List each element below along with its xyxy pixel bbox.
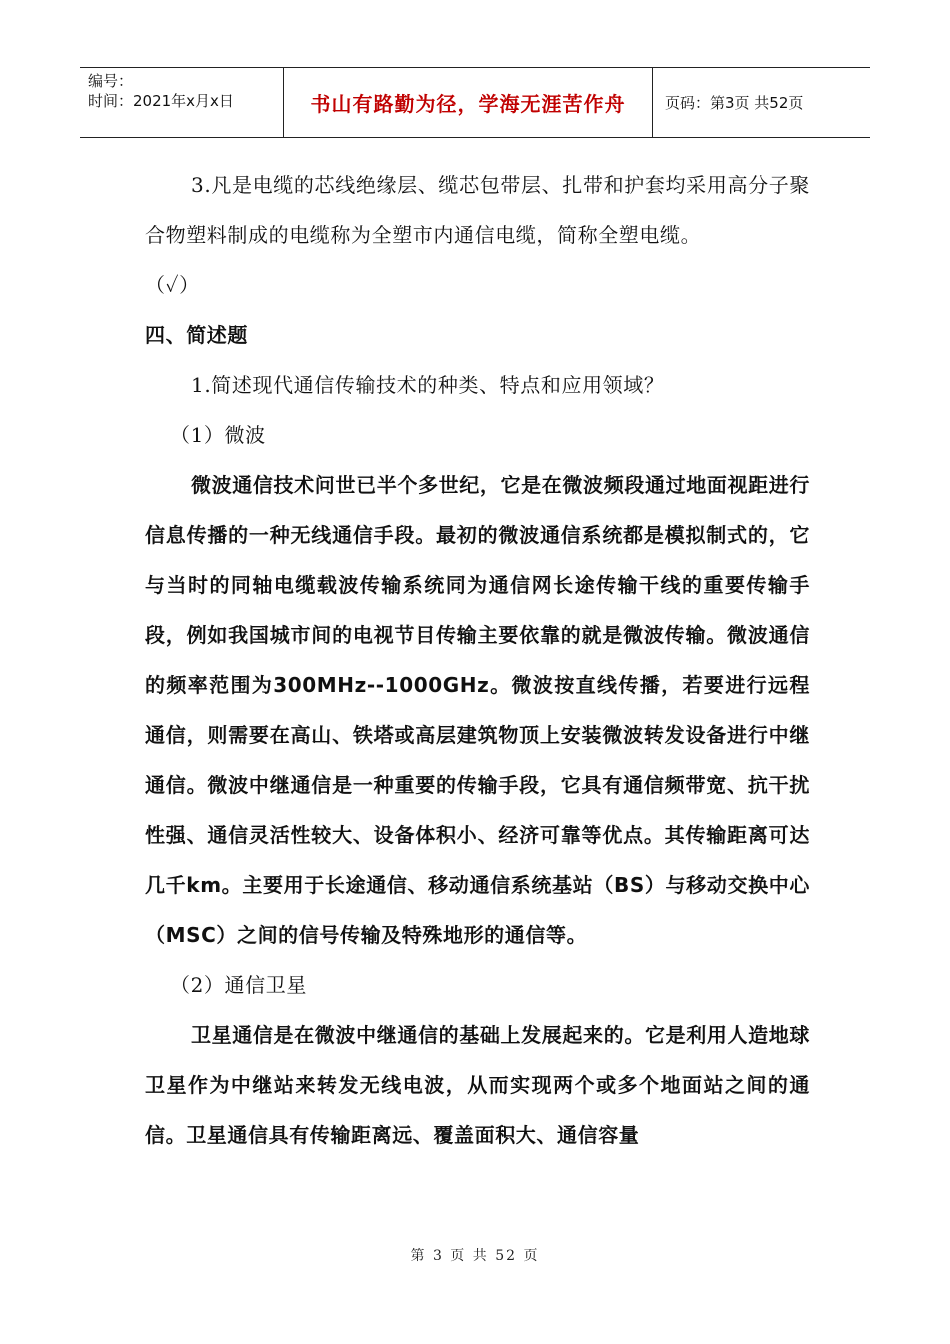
header-meta — [80, 68, 283, 137]
subsection-1-title: （1）微波 — [170, 423, 266, 447]
section-heading: 四、简述题 — [145, 323, 248, 347]
document-header — [80, 67, 870, 138]
subsection-1-paragraph: 微波通信技术问世已半个多世纪，它是在微波频段通过地面视距进行信息传播的一种无线通信手段。最初的微波通信系统都是模拟制式的，它与当时的同轴电缆载波传输系统同为通信网长途传输干线的重要传输手段，例如我国城市间的电视节目传输主要依靠的就是微波传输。微波通信的频率范围为300MHz--1000GHz。微波按直线传播，若要进行远程通信，则需要在高山、铁塔或高层建筑物顶上安装微波转发设备进行中继通信。微波中继通信是一种重要的传输手段，它具有通信频带宽、抗干扰性强、通信灵活性较大、设备体积小、经济可靠等优点。其传输距离可达几千km。主要用于长途通信、移动通信系统基站（BS）与移动交换中心（MSC）之间的信号传输及特殊地形的通信等。 — [145, 473, 810, 947]
document-body — [145, 160, 810, 1160]
subsection-2-paragraph: 卫星通信是在微波中继通信的基础上发展起来的。它是利用人造地球卫星作为中继站来转发无线电波，从而实现两个或多个地面站之间的通信。卫星通信具有传输距离远、覆盖面积大、通信容量 — [145, 1023, 810, 1147]
question-1: 1.简述现代通信传输技术的种类、特点和应用领域？ — [191, 373, 665, 397]
header-motto: 书山有路勤为径，学海无涯苦作舟 — [283, 68, 653, 137]
page-footer: 第 3 页 共 52 页 — [410, 1248, 540, 1264]
subsection-2-title: （2）通信卫星 — [170, 973, 307, 997]
number-label: 编号： — [88, 72, 134, 90]
header-page-info: 页码：第3页 共52页 — [665, 94, 804, 112]
item3-paragraph: 3.凡是电缆的芯线绝缘层、缆芯包带层、扎带和护套均采用高分子聚合物塑料制成的电缆称为全塑市内通信电缆，简称全塑电缆。 — [145, 173, 810, 247]
date-label: 时间：2021年x月x日 — [88, 92, 234, 110]
item3-answer: （✓） — [145, 273, 200, 297]
